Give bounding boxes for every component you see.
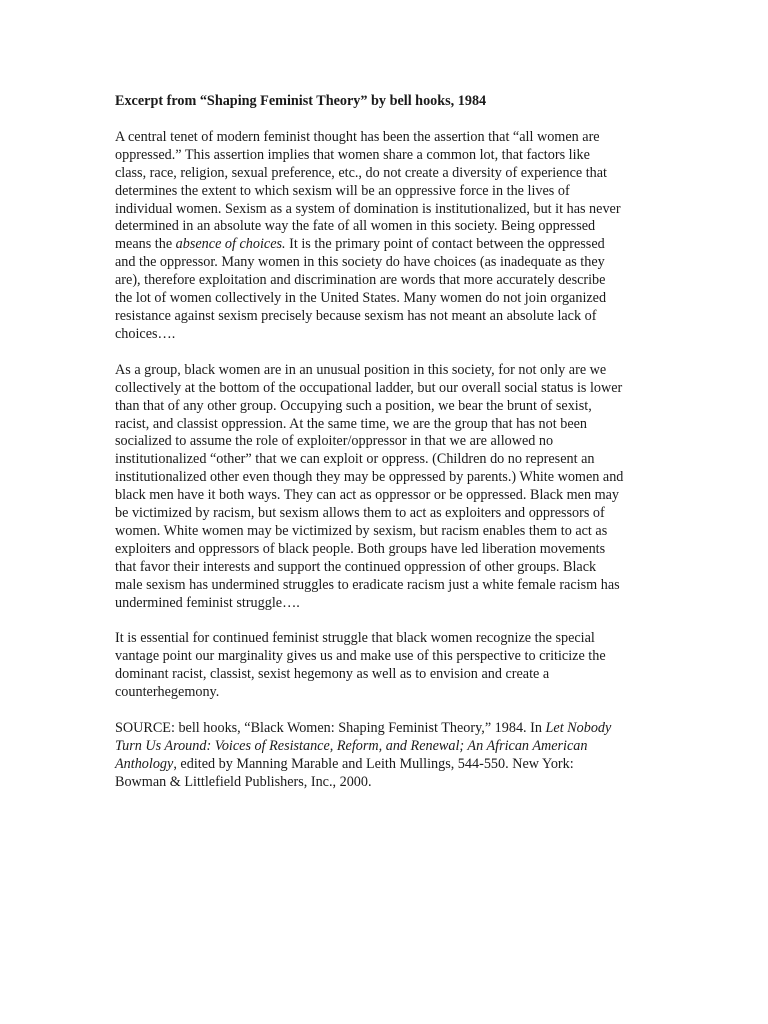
- italic-text-run: absence of choices.: [175, 236, 286, 253]
- text-run: , edited by Manning Marable and Leith Mullings, 544-550. New York:: [173, 755, 574, 772]
- text-line: resistance against sexism precisely because sexism has not meant an absolute lack of: [115, 307, 597, 324]
- text-line: that favor their interests and support the continued oppression of other groups. Black: [115, 558, 597, 575]
- text-line: black men have it both ways. They can act as oppressor or be oppressed. Black men may: [115, 487, 620, 504]
- text-line: [115, 756, 660, 774]
- paragraph-2: [115, 362, 660, 613]
- text-line: [115, 738, 660, 756]
- text-line: A central tenet of modern feminist thought has been the assertion that “all women are: [115, 128, 600, 145]
- text-line: than that of any other group. Occupying such a position, we bear the brunt of sexist,: [115, 397, 592, 414]
- source-citation: [115, 720, 660, 792]
- text-line: It is essential for continued feminist struggle that black women recognize the special: [115, 630, 595, 647]
- text-line: racist, and classist oppression. At the same time, we are the group that has not been: [115, 415, 588, 432]
- text-line: male sexism has undermined struggles to eradicate racism just a white female racism has: [115, 576, 620, 593]
- text-line: exploiters and oppressors of black people. Both groups have led liberation movements: [115, 540, 606, 557]
- text-line: oppressed.” This assertion implies that women share a common lot, that factors like: [115, 146, 590, 163]
- text-line: As a group, black women are in an unusual position in this society, for not only are we: [115, 361, 607, 378]
- italic-text-run: Anthology: [115, 755, 174, 772]
- italic-text-run: Turn Us Around: Voices of Resistance, Reform, and Renewal; An African American: [115, 738, 588, 754]
- text-line: individual women. Sexism as a system of domination is institutionalized, but it has never: [115, 200, 621, 217]
- paragraph-1: [115, 129, 660, 344]
- text-line: determined in an absolute way the fate of all women in this society. Being oppressed: [115, 218, 596, 235]
- text-line: be victimized by racism, but sexism allows them to act as exploiters and oppressors of: [115, 505, 605, 522]
- text-line: and the oppressor. Many women in this society do have choices (as inadequate as they: [115, 254, 605, 271]
- text-line: [115, 236, 660, 254]
- text-line: dominant racist, classist, sexist hegemony as well as to envision and create a: [115, 666, 550, 683]
- text-line: are), therefore exploitation and discrimination are words that more accurately describe: [115, 272, 606, 289]
- text-line: determines the extent to which sexism will be an oppressive force in the lives of: [115, 182, 570, 199]
- paragraph-3: [115, 630, 660, 702]
- text-line: vantage point our marginality gives us and make use of this perspective to criticize the: [115, 648, 606, 665]
- text-run: means the: [115, 236, 176, 253]
- text-run: It is the primary point of contact between the oppressed: [285, 236, 605, 253]
- text-line: socialized to assume the role of exploiter/oppressor in that we are allowed no: [115, 433, 554, 450]
- document-title: Excerpt from “Shaping Feminist Theory” by bell hooks, 1984: [115, 93, 487, 109]
- text-line: the lot of women collectively in the United States. Many women do not join organized: [115, 290, 607, 307]
- text-line: undermined feminist struggle….: [115, 594, 300, 611]
- text-line: women. White women may be victimized by sexism, but racism enables them to act as: [115, 522, 608, 539]
- text-line: [115, 720, 660, 738]
- text-line: institutionalized “other” that we can exploit or oppress. (Children do no represent an: [115, 451, 595, 468]
- document-page: [115, 93, 660, 810]
- text-line: choices….: [115, 325, 176, 342]
- text-line: counterhegemony.: [115, 684, 220, 701]
- text-line: collectively at the bottom of the occupational ladder, but our overall social status is lower: [115, 379, 623, 396]
- text-run: SOURCE: bell hooks, “Black Women: Shaping Feminist Theory,” 1984. In: [115, 720, 546, 737]
- text-line: class, race, religion, sexual preference, etc., do not create a diversity of experience that: [115, 164, 607, 181]
- italic-text-run: Let Nobody: [545, 720, 612, 737]
- text-line: institutionalized other even though they may be oppressed by parents.) White women and: [115, 469, 624, 486]
- text-line: Bowman & Littlefield Publishers, Inc., 2000.: [115, 773, 372, 790]
